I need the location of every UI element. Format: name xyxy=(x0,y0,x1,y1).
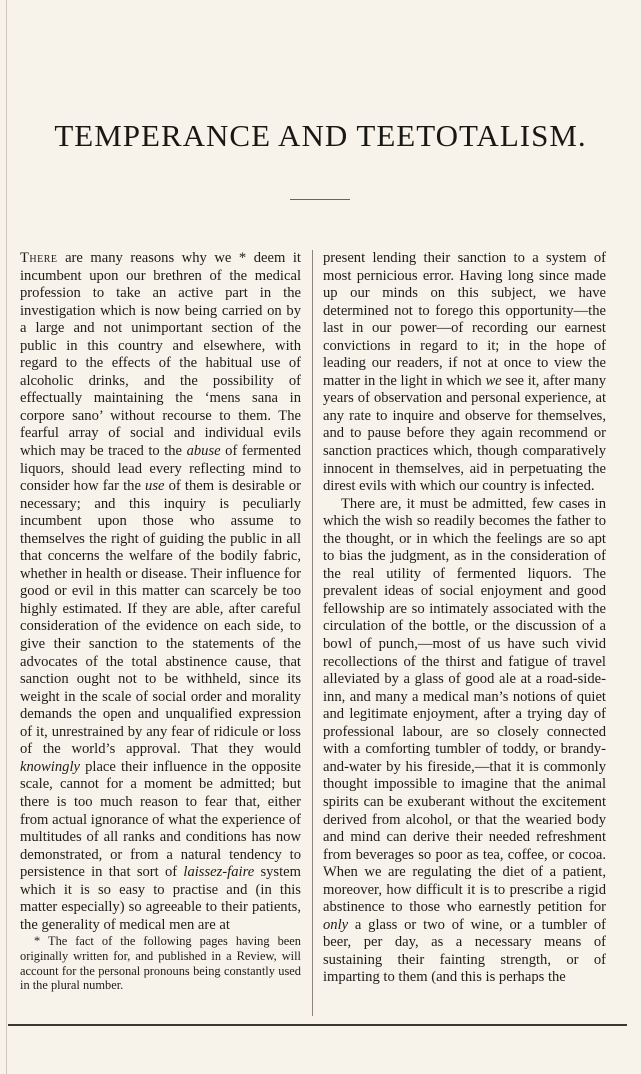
emphasis-use: use xyxy=(145,478,165,495)
text-run: of fermented liquors, should lead every reflecting mind to consider how far the xyxy=(20,443,302,495)
text-run: of them is desirable or necessary; and this inquiry is peculiarly incumbent upon those who assume to themselves the right of guiding the public in all that concerns the welfare of the bodily fabric, whether in health or disease. Their influence for good or evil in this matter can scarcely be too highly estimated. If they are able, after careful consideration of the evidence on each side, to give their sanction to the statements of the advocates of the total abstinence cause, that sanction ought not to be withheld, since its weight in the scale of social order and morality demands the open and unqualified expression of it, unrestrained by any fear of ridicule or loss of the world’s approval. That they would xyxy=(20,478,301,758)
text-run: present lending their sanction to a system of most pernicious error. Having long since made up our minds on this subject, we have determined not to forego this opportunity—the last in our power—of recording our earnest convictions in regard to it; in the hope of leading our readers, if not at once to view the matter in the light in which xyxy=(323,250,606,389)
paragraph-1 xyxy=(20,250,301,934)
right-column xyxy=(323,250,606,987)
emphasis-only: only xyxy=(323,916,349,933)
paragraph-continued xyxy=(323,250,606,496)
left-column xyxy=(20,250,301,993)
text-run: see it, after many years of observation and personal experience, at any rate to inquire and observe for themselves, and to pause before they again recommend or sanction practices which, though comparatively innocent in themselves, aid in perpetuating the direst evils with which our country is infected. xyxy=(323,372,606,495)
paragraph-2 xyxy=(323,496,606,987)
emphasis-laissez-faire: laissez-faire xyxy=(183,864,255,881)
bottom-rule xyxy=(8,1024,627,1026)
text-run: a glass or two of wine, or a tumbler of beer, per day, as a necessary means of sustaining their fainting strength, or of imparting to them (and this is perhaps the xyxy=(323,916,606,986)
emphasis-knowingly: knowingly xyxy=(20,758,80,775)
text-run: There are, it must be admitted, few cases in which the wish so readily becomes the father to the thought, or in which the feelings are so apt to bias the judgment, as in the consideration of the real utility of fermented liquors. The prevalent ideas of social enjoyment and good fellowship are so intimately associated with the circulation of the bottle, or the discussion of a bowl of punch,—most of us have such vivid recollections of the thirst and fatigue of travel alleviated by a glass of good ale at a road-side-inn, and many a medical man’s notions of quiet and legitimate enjoyment, after a trying day of professional labour, are so closely connected with a comforting tumbler of toddy, or brandy-and-water by his fireside,—that it is commonly thought impossible to imagine that the animal spirits can be exuberant without the excitement derived from alcohol, or that the wearied body and mind can derive their needed refreshment from beverages so poor as tea, coffee, or cocoa. When we are regulating the diet of a patient, moreover, how difficult it is to prescribe a rigid abstinence to those who earnestly petition for xyxy=(323,495,606,916)
text-run: place their influence in the opposite scale, cannot for a moment be admitted; but there is too much reason to fear that, either from actual ignorance of what the experience of multitudes of all ranks and conditions has now demonstrated, or from a natural tendency to persistence in that sort of xyxy=(20,758,301,881)
emphasis-abuse: abuse xyxy=(186,443,221,460)
column-divider xyxy=(312,250,313,1016)
page-title: TEMPERANCE AND TEETOTALISM. xyxy=(54,118,587,153)
emphasis-we: we xyxy=(485,372,502,389)
text-run: system which it is so easy to practise and (in this matter especially) so agreeable to their patients, the generality of medical men are at xyxy=(20,864,301,933)
page-edge xyxy=(6,0,7,1074)
drop-word: There xyxy=(20,250,58,266)
text-run: are many reasons why we * deem it incumbent upon our brethren of the medical profession to take an active part in the investigation which is now being carried on by a large and not unimportant section of the public in this country and elsewhere, with regard to the effects of the habitual use of alcoholic drinks, and the possibility of effectually maintaining the ‘mens sana in corpore sano’ without recourse to them. The fearful array of social and individual evils which may be traced to the xyxy=(20,250,301,460)
title-rule xyxy=(290,199,350,200)
footnote: * The fact of the following pages having been originally written for, and published in a Review, will account for the personal pronouns being constantly used in the plural number. xyxy=(20,934,301,993)
